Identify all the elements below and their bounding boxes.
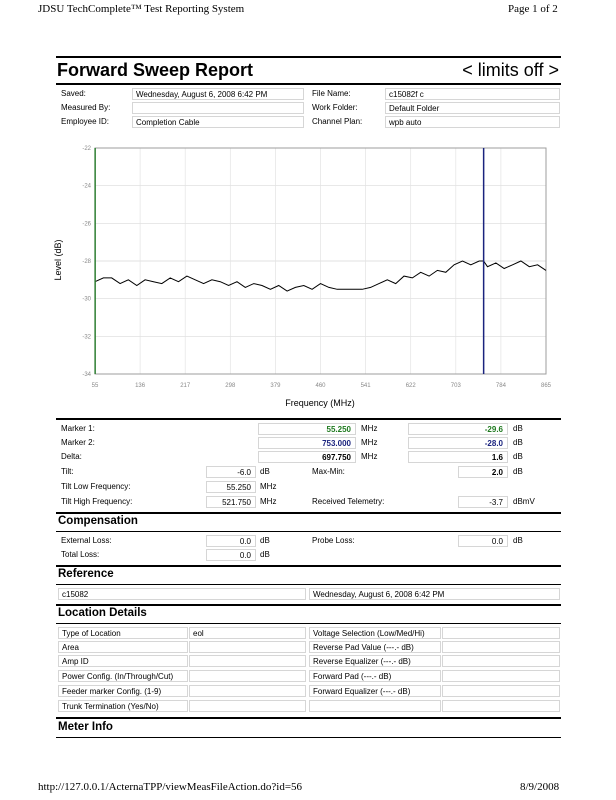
x-axis-label: Frequency (MHz) (285, 398, 355, 408)
x-tick-label: 298 (225, 383, 236, 389)
y-tick-label: -24 (82, 183, 91, 190)
tilt-label: Tilt: (61, 467, 74, 476)
marker-rule (56, 418, 561, 420)
external-loss-value: 0.0 (206, 535, 256, 547)
x-tick-label: 541 (360, 383, 371, 389)
print-date: 8/9/2008 (520, 781, 560, 793)
saved-value: Wednesday, August 6, 2008 6:42 PM (132, 88, 304, 100)
reference-rule (56, 565, 561, 567)
marker1-label: Marker 1: (61, 424, 95, 433)
x-tick-label: 622 (405, 383, 416, 389)
tilt-low-value: 55.250 (206, 481, 256, 493)
work-folder-value: Default Folder (385, 102, 560, 114)
tilt-low-unit: MHz (260, 482, 277, 491)
y-tick-label: -26 (82, 221, 91, 228)
x-tick-label: 55 (91, 383, 99, 389)
x-tick-label: 217 (180, 383, 191, 389)
power-config-value (189, 670, 306, 682)
amp-id-label: Amp ID (58, 655, 188, 667)
work-folder-label: Work Folder: (312, 103, 358, 112)
reference-name: c15082 (58, 588, 306, 600)
voltage-selection-value (442, 627, 560, 639)
page-url: http://127.0.0.1/ActernaTPP/viewMeasFileAction.do?id=56 (38, 781, 303, 793)
external-loss-unit: dB (260, 536, 270, 545)
location-empty-label (309, 700, 441, 712)
channel-plan-label: Channel Plan: (312, 117, 363, 126)
location-empty-value (442, 700, 560, 712)
power-config-label: Power Config. (In/Through/Cut) (58, 670, 188, 682)
marker2-level-unit: dB (513, 438, 523, 447)
probe-loss-unit: dB (513, 536, 523, 545)
tilt-high-label: Tilt High Frequency: (61, 497, 133, 506)
meter-rule (56, 717, 561, 719)
delta-level: 1.6 (408, 451, 508, 463)
total-loss-value: 0.0 (206, 549, 256, 561)
x-tick-label: 460 (315, 383, 326, 389)
amp-id-value (189, 655, 306, 667)
employee-id-value: Completion Cable (132, 116, 304, 128)
feeder-marker-value (189, 685, 306, 697)
compensation-underline (56, 531, 561, 532)
forward-equalizer-label: Forward Equalizer (---.- dB) (309, 685, 441, 697)
area-label: Area (58, 641, 188, 653)
total-loss-unit: dB (260, 550, 270, 559)
delta-label: Delta: (61, 452, 82, 461)
x-tick-label: 136 (135, 383, 146, 389)
trunk-termination-label: Trunk Termination (Yes/No) (58, 700, 188, 712)
location-underline (56, 623, 561, 624)
probe-loss-label: Probe Loss: (312, 536, 355, 545)
delta-level-unit: dB (513, 452, 523, 461)
maxmin-unit: dB (513, 467, 523, 476)
saved-label: Saved: (61, 89, 86, 98)
tilt-value: -6.0 (206, 466, 256, 478)
meter-underline (56, 737, 561, 738)
telemetry-label: Received Telemetry: (312, 497, 385, 506)
telemetry-unit: dBmV (513, 497, 535, 506)
app-title: JDSU TechComplete™ Test Reporting System (38, 3, 245, 15)
marker1-level-unit: dB (513, 424, 523, 433)
area-value (189, 641, 306, 653)
marker1-level: -29.6 (408, 423, 508, 435)
tilt-unit: dB (260, 467, 270, 476)
measured-by-value (132, 102, 304, 114)
total-loss-label: Total Loss: (61, 550, 100, 559)
type-of-location-label: Type of Location (58, 627, 188, 639)
marker2-freq-unit: MHz (361, 438, 378, 447)
marker1-freq: 55.250 (258, 423, 356, 435)
employee-id-label: Employee ID: (61, 117, 110, 126)
reverse-equalizer-value (442, 655, 560, 667)
file-name-label: File Name: (312, 89, 351, 98)
y-tick-label: -28 (82, 259, 91, 265)
reverse-pad-label: Reverse Pad Value (---.- dB) (309, 641, 441, 653)
type-of-location-value: eol (189, 627, 306, 639)
location-title: Location Details (58, 607, 147, 619)
file-name-value: c15082f c (385, 88, 560, 100)
probe-loss-value: 0.0 (458, 535, 508, 547)
report-header (56, 60, 561, 82)
reverse-equalizer-label: Reverse Equalizer (---.- dB) (309, 655, 441, 667)
reference-title: Reference (58, 568, 114, 580)
y-tick-label: -32 (82, 334, 91, 341)
maxmin-label: Max-Min: (312, 467, 345, 476)
sweep-chart (50, 138, 562, 418)
compensation-title: Compensation (58, 515, 138, 527)
reference-date: Wednesday, August 6, 2008 6:42 PM (309, 588, 560, 600)
x-tick-label: 703 (450, 383, 461, 389)
x-tick-label: 865 (540, 383, 552, 389)
title-rule-top (56, 56, 561, 58)
marker2-freq: 753.000 (258, 437, 356, 449)
title-rule-bottom (56, 83, 561, 85)
y-tick-label: -34 (82, 372, 91, 378)
forward-pad-value (442, 670, 560, 682)
limits-status: < limits off > (462, 60, 559, 80)
delta-freq: 697.750 (258, 451, 356, 463)
x-tick-label: 784 (495, 383, 506, 389)
location-rule (56, 604, 561, 606)
compensation-rule (56, 512, 561, 514)
page-number: Page 1 of 2 (508, 3, 558, 15)
marker1-freq-unit: MHz (361, 424, 378, 433)
report-title: Forward Sweep Report (57, 60, 254, 80)
measured-by-label: Measured By: (61, 103, 111, 112)
channel-plan-value: wpb auto (385, 116, 560, 128)
forward-equalizer-value (442, 685, 560, 697)
print-footer (0, 781, 616, 799)
feeder-marker-label: Feeder marker Config. (1-9) (58, 685, 188, 697)
tilt-high-unit: MHz (260, 497, 277, 506)
telemetry-value: -3.7 (458, 496, 508, 508)
tick-labels (82, 146, 551, 389)
maxmin-value: 2.0 (458, 466, 508, 478)
forward-pad-label: Forward Pad (---.- dB) (309, 670, 441, 682)
reference-underline (56, 584, 561, 585)
marker2-level: -28.0 (408, 437, 508, 449)
delta-freq-unit: MHz (361, 452, 378, 461)
tilt-high-value: 521.750 (206, 496, 256, 508)
x-tick-label: 379 (270, 383, 281, 389)
voltage-selection-label: Voltage Selection (Low/Med/Hi) (309, 627, 441, 639)
y-tick-label: -30 (82, 296, 91, 303)
y-axis-label: Level (dB) (53, 239, 63, 281)
marker2-label: Marker 2: (61, 438, 95, 447)
external-loss-label: External Loss: (61, 536, 112, 545)
trunk-termination-value (189, 700, 306, 712)
print-header (0, 0, 616, 18)
reverse-pad-value (442, 641, 560, 653)
meter-info-title: Meter Info (58, 721, 113, 733)
tilt-low-label: Tilt Low Frequency: (61, 482, 131, 491)
y-tick-label: -22 (82, 146, 91, 152)
